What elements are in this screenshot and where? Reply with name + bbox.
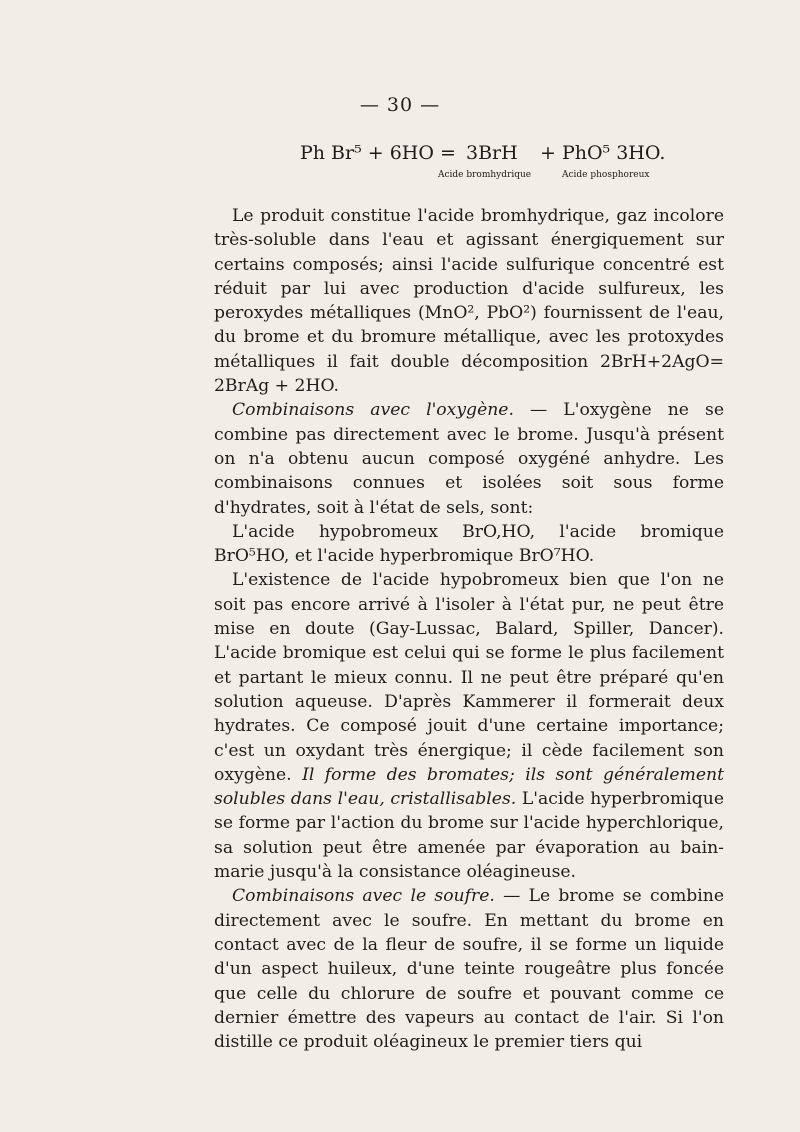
chemical-equation bbox=[300, 142, 680, 192]
paragraph-hydrobromic-acid: Le produit constitue l'acide bromhydrique, gaz incolore très-soluble dans l'eau et agissant énergiquement sur certains composés; ainsi l'acide sulfurique concentré est réduit par lui avec production d'acide sulfureux, les peroxydes métalliques (MnO², PbO²) fournissent de l'eau, du brome et du bromure métallique, avec les protoxydes métalliques il fait double décomposition 2BrH+2AgO= 2BrAg + 2HO. bbox=[214, 206, 724, 397]
page-number: — 30 — bbox=[359, 94, 441, 116]
section-heading-sulfur: Combinaisons avec le soufre. bbox=[232, 886, 495, 907]
paragraph-sulfur-combinations bbox=[214, 884, 724, 1054]
equation-product-hbr: 3BrH bbox=[466, 142, 518, 164]
equation-label-phosphorous: Acide phosphoreux bbox=[562, 170, 650, 180]
paragraph-sulfur-text: — Le brome se combine directement avec le soufre. En mettant du brome en contact avec de la fleur de soufre, il se forme un liquide d'un aspect huileux, d'une teinte rougeâtre plus foncée que celle du chlorure de soufre et pouvant comme ce dernier émettre des vapeurs au contact de l'air. Si l'on distille ce produit oléagineux le premier tiers qui bbox=[214, 886, 724, 1053]
paragraph-hypobromous-text-start: L'existence de l'acide hypobromeux bien que l'on ne soit pas encore arrivé à l'isoler à l'état pur, ne peut être mise en doute (Gay-Lussac, Balard, Spiller, Dancer). L'acide bromique est celui qui se forme le plus facilement et partant le mieux connu. Il ne peut être préparé qu'en solution aqueuse. D'après Kammerer il formerait deux hydrates. Ce composé jouit d'une certaine importance; c'est un oxydant très énergique; il cède facilement son oxygène. bbox=[214, 570, 724, 785]
body-text bbox=[214, 204, 724, 1054]
paragraph-oxygen-text: — L'oxygène ne se combine pas directement avec le brome. Jusqu'à présent on n'a obtenu aucun composé oxygéné anhydre. Les combinaisons connues et isolées soit sous forme d'hydrates, soit à l'état de sels, sont: bbox=[214, 400, 725, 518]
equation-product-phosphorous: + PhO⁵ 3HO. bbox=[540, 142, 666, 164]
paragraph-hypobromous-text-end: L'acide hyperbromique se forme par l'action du brome sur l'acide hyperchlorique, sa solution peut être amenée par évaporation au bain-marie jusqu'à la consistance oléagineuse. bbox=[214, 789, 724, 883]
italic-bromates-note: Il forme des bromates; ils sont généralement solubles dans l'eau, cristallisables. bbox=[214, 764, 725, 810]
paragraph-hypobromous-acid bbox=[214, 568, 724, 884]
section-heading-oxygen: Combinaisons avec l'oxygène. bbox=[232, 400, 514, 421]
paragraph-acid-list: L'acide hypobromeux BrO,HO, l'acide bromique BrO⁵HO, et l'acide hyperbromique BrO⁷HO. bbox=[214, 521, 724, 567]
equation-label-hbr: Acide bromhydrique bbox=[438, 170, 532, 180]
equation-lhs: Ph Br⁵ + 6HO = bbox=[300, 142, 456, 164]
paragraph-oxygen-combinations bbox=[214, 398, 724, 519]
